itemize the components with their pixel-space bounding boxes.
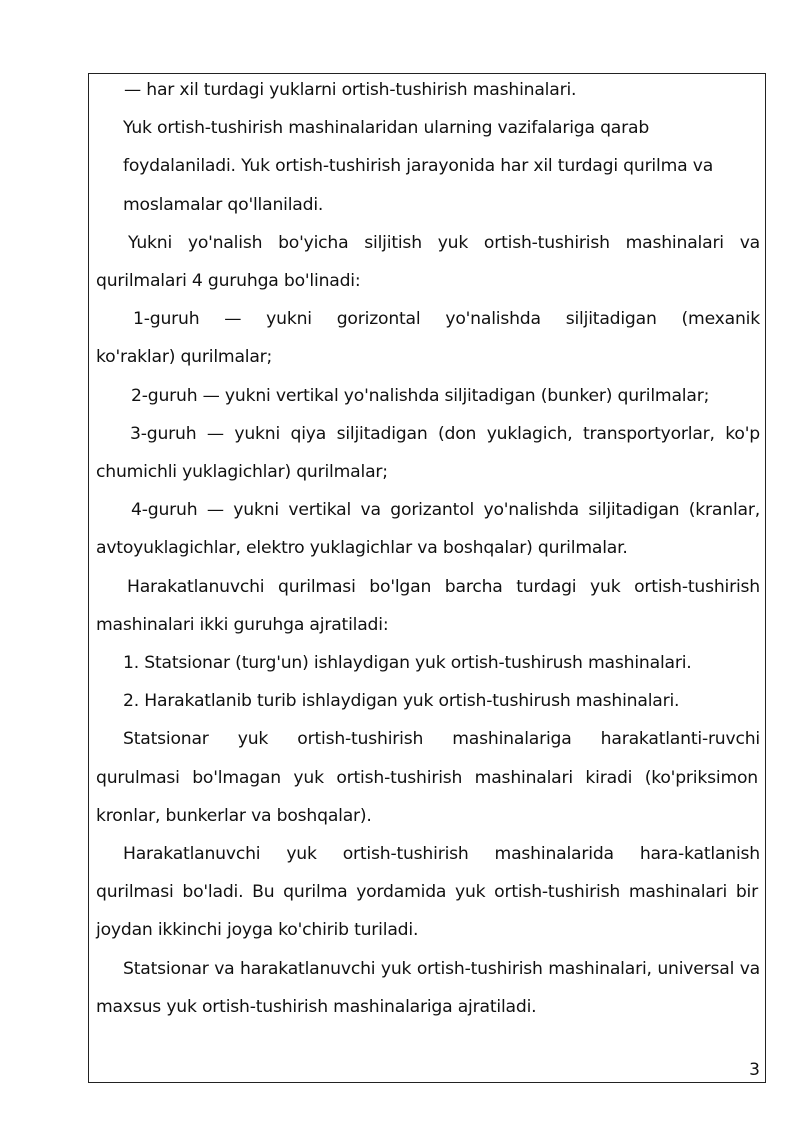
text-line: maxsus yuk ortish-tushirish mashinalariga ajratiladi. [96, 997, 537, 1017]
text-line: 4-guruh — yukni vertikal va gorizantol yo'nalishda siljitadigan (kranlar, [131, 500, 760, 520]
text-line: 1-guruh — yukni gorizontal yo'nalishda siljitadigan (mexanik [133, 309, 760, 329]
text-line: ko'raklar) qurilmalar; [96, 347, 273, 367]
list-item: 2. Harakatlanib turib ishlaydigan yuk ortish-tushirush mashinalari. [123, 691, 680, 711]
text-line: Harakatlanuvchi yuk ortish-tushirish mashinalarida hara-katlanish [123, 844, 760, 864]
text-line: 2-guruh — yukni vertikal yo'nalishda siljitadigan (bunker) qurilmalar; [131, 386, 710, 406]
text-line: — har xil turdagi yuklarni ortish-tushirish mashinalari. [124, 80, 577, 100]
page-number: 3 [749, 1060, 760, 1080]
text-line: qurilmalari 4 guruhga bo'linadi: [96, 271, 361, 291]
text-line: 3-guruh — yukni qiya siljitadigan (don yuklagich, transportyorlar, ko'p [130, 424, 760, 444]
text-line: qurulmasi bo'lmagan yuk ortish-tushirish mashinalari kiradi (ko'priksimon [96, 768, 758, 788]
text-line: foydalaniladi. Yuk ortish-tushirish jarayonida har xil turdagi qurilma va [123, 156, 714, 176]
text-line: Yukni yo'nalish bo'yicha siljitish yuk ortish-tushirish mashinalari va [128, 233, 760, 253]
list-item: 1. Statsionar (turg'un) ishlaydigan yuk ortish-tushirush mashinalari. [123, 653, 692, 673]
text-line: kronlar, bunkerlar va boshqalar). [96, 806, 372, 826]
text-line: Yuk ortish-tushirish mashinalaridan ularning vazifalariga qarab [123, 118, 650, 138]
text-line: moslamalar qo'llaniladi. [123, 195, 324, 215]
text-line: Harakatlanuvchi qurilmasi bo'lgan barcha turdagi yuk ortish-tushirish [127, 577, 760, 597]
text-line: mashinalari ikki guruhga ajratiladi: [96, 615, 389, 635]
text-line: qurilmasi bo'ladi. Bu qurilma yordamida yuk ortish-tushirish mashinalari bir [96, 882, 758, 902]
text-line: Statsionar yuk ortish-tushirish mashinalariga harakatlanti-ruvchi [123, 729, 760, 749]
text-line: avtoyuklagichlar, elektro yuklagichlar va boshqalar) qurilmalar. [96, 538, 628, 558]
text-line: chumichli yuklagichlar) qurilmalar; [96, 462, 388, 482]
text-line: Statsionar va harakatlanuvchi yuk ortish-tushirish mashinalari, universal va [123, 959, 760, 979]
text-line: joydan ikkinchi joyga ko'chirib turiladi. [96, 920, 419, 940]
